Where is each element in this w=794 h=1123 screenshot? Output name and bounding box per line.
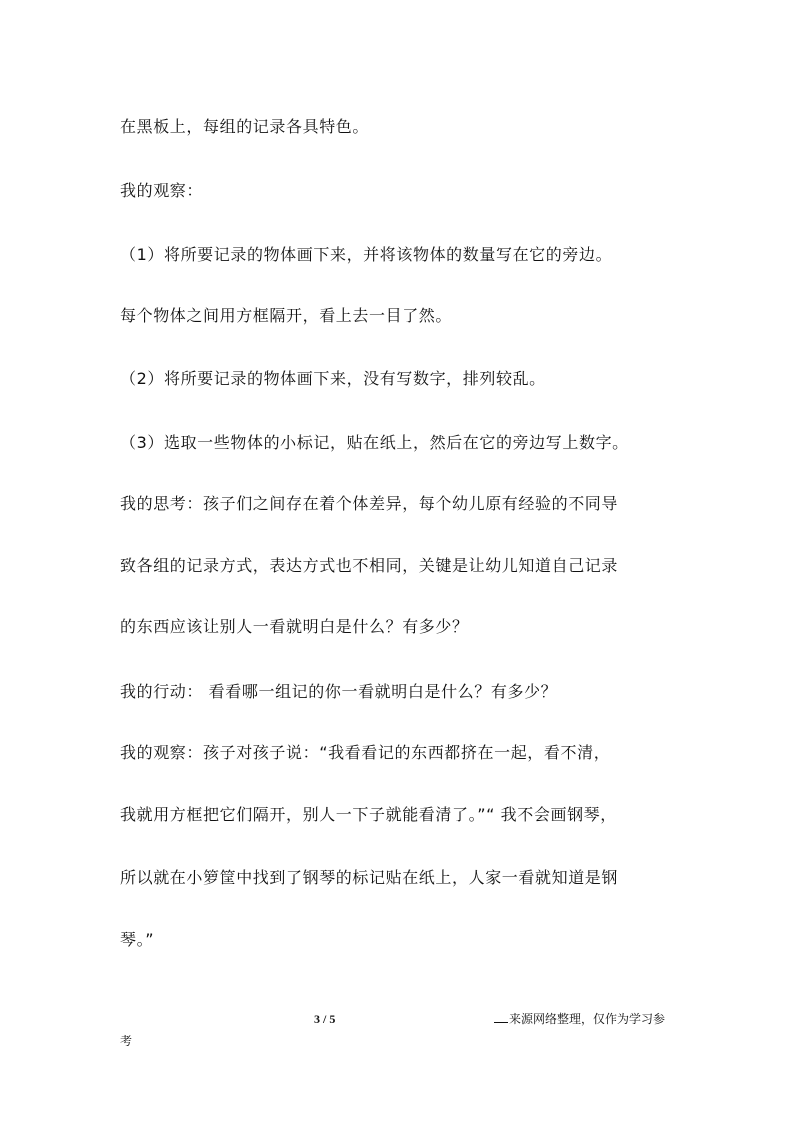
source-note <box>494 1012 665 1026</box>
paragraph-line-3: （1）将所要记录的物体画下来，并将该物体的数量写在它的旁边。 <box>120 245 613 264</box>
paragraph-line-11: 我的观察：孩子对孩子说：“我看看记的东西都挤在一起，看不清， <box>120 743 611 762</box>
paragraph-line-4: 每个物体之间用方框隔开，看上去一目了然。 <box>120 306 453 325</box>
paragraph-line-6: （3）选取一些物体的小标记，贴在纸上，然后在它的旁边写上数字。 <box>120 433 629 452</box>
paragraph-line-2: 我的观察： <box>120 181 204 200</box>
source-note-wrap: 考 <box>120 1034 133 1048</box>
paragraph-line-1: 在黑板上，每组的记录各具特色。 <box>120 117 370 136</box>
paragraph-line-5: （2）将所要记录的物体画下来，没有写数字，排列较乱。 <box>120 369 546 388</box>
paragraph-line-7: 我的思考：孩子们之间存在着个体差异，每个幼儿原有经验的不同导 <box>120 494 619 513</box>
paragraph-line-14: 琴。” <box>120 930 155 949</box>
paragraph-line-9: 的东西应该让别人一看就明白是什么？有多少？ <box>120 617 469 636</box>
paragraph-line-10: 我的行动： 看看哪一组记的你一看就明白是什么？有多少？ <box>120 682 558 701</box>
source-note-text: 来源网络整理，仅作为学习参 <box>509 1012 666 1026</box>
page-number: 3 / 5 <box>314 1012 336 1026</box>
paragraph-line-13: 所以就在小箩筐中找到了钢琴的标记贴在纸上，人家一看就知道是钢 <box>120 868 619 887</box>
source-note-underline <box>494 1012 508 1023</box>
paragraph-line-12: 我就用方框把它们隔开，别人一下子就能看清了。”“ 我不会画钢琴， <box>120 805 617 824</box>
paragraph-line-8: 致各组的记录方式，表达方式也不相同，关键是让幼儿知道自己记录 <box>120 556 619 575</box>
